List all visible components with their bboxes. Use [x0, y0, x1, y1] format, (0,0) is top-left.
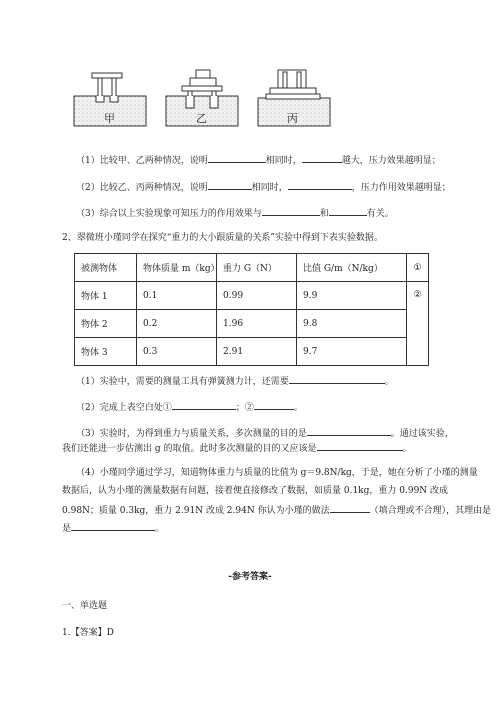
- answer-blank[interactable]: [330, 503, 370, 513]
- q2-sub-3-text-d: 。: [402, 444, 412, 454]
- q1-item-2-text-c: ，压力作用效果越明显；: [351, 183, 451, 193]
- q1-item-2-text-b: 相同时，: [251, 183, 288, 193]
- q2-sub-4-line-2: 数据后，认为小瑾的测量数据有问题，接着便直接修改了数据，如质量 0.1kg，重力 0.99N 改成: [62, 486, 449, 496]
- answers-section-heading: 一、单选题: [62, 601, 108, 611]
- table-header-row: [75, 254, 429, 282]
- answer-blank[interactable]: [329, 206, 367, 216]
- q2-sub-4-text-a: 0.98N；质量 0.3kg，重力 2.91N 改成 2.94N 你认为小瑾的做法: [62, 506, 330, 516]
- q2-sub-4-line-1: （4）小瑾同学通过学习，知道物体重力与质量的比值为 g＝9.8N/kg，于是，她在分析了小瑾的测量: [76, 468, 478, 478]
- answers-title: -参考答案-: [228, 572, 272, 582]
- table-cell: 0.1: [137, 282, 217, 310]
- q1-item-1-text-a: （1）比较甲、乙两种情况，说明: [76, 156, 208, 166]
- q2-sub-1-text-a: （1）实验中，需要的测量工具有弹簧测力计，还需要: [76, 377, 289, 387]
- q1-item-1: [76, 153, 441, 167]
- q2-sub-2-text-c: 。: [293, 403, 303, 413]
- table-header-cell: ①: [407, 254, 429, 282]
- q2-sub-3-line-2: [62, 441, 412, 455]
- answer-item-1: 1.【答案】D: [62, 628, 114, 638]
- table-cell: 9.8: [297, 310, 407, 338]
- answer-blank[interactable]: [254, 400, 294, 410]
- answer-blank[interactable]: [208, 180, 252, 190]
- figure-label-yi: 乙: [196, 112, 207, 125]
- q1-item-3-text-a: （3）综合以上实验现象可知压力的作用效果与: [76, 209, 262, 219]
- answer-blank[interactable]: [208, 153, 266, 163]
- answer-blank[interactable]: [71, 521, 155, 531]
- q1-item-2-text-a: （2）比较乙、丙两种情况，说明: [76, 183, 208, 193]
- q2-sub-3-text-c: 我们还能进一步估测出 g 的取值。此时多次测量的目的又应该是: [62, 444, 317, 454]
- q1-item-3: [76, 206, 394, 220]
- q1-item-1-text-b: 相同时，: [265, 156, 302, 166]
- q2-sub-4-text-c: 是: [62, 524, 72, 534]
- q2-sub-4-text-d: 。: [155, 524, 165, 534]
- table-row: [75, 310, 429, 338]
- answer-blank[interactable]: [317, 441, 403, 451]
- q2-intro: 2、翠微班小瑾同学在探究“重力的大小跟质量的关系”实验中得到下表实验数据。: [62, 233, 383, 243]
- q2-sub-3-text-a: （3）实验时，为得到重力与质量关系，多次测量的目的是: [76, 429, 307, 439]
- answer-blank[interactable]: [289, 374, 385, 384]
- table-cell: 0.99: [217, 282, 297, 310]
- q2-sub-4-line-4: [62, 521, 164, 535]
- table-cell: 9.9: [297, 282, 407, 310]
- table-cell: 0.2: [137, 310, 217, 338]
- table-cell: 2.91: [217, 338, 297, 366]
- q2-sub-2-text-a: （2）完成上表空白处①: [76, 403, 172, 413]
- table-row: [75, 338, 429, 366]
- table-cell: 9.7: [297, 338, 407, 366]
- q1-item-3-text-b: 和: [319, 209, 329, 219]
- q2-sub-2-text-b: ；②: [235, 403, 254, 413]
- q2-sub-2: [76, 400, 303, 414]
- q2-sub-3-text-b: 。通过该实验，: [390, 429, 454, 439]
- table-row: [75, 282, 429, 310]
- q2-sub-4-line-3: [62, 503, 491, 517]
- table-cell: 物体 3: [75, 338, 137, 366]
- q2-sub-3-line-1: [76, 426, 454, 440]
- table-side-mark: ②: [407, 282, 429, 366]
- table-cell: 0.3: [137, 338, 217, 366]
- figure-label-jia: 甲: [104, 112, 115, 125]
- table-header-cell: 物体质量 m（kg）: [137, 254, 217, 282]
- answer-blank[interactable]: [262, 206, 320, 216]
- q2-sub-4-text-b: （填合理或不合理），其理由是: [369, 506, 492, 516]
- q1-item-1-text-c: 越大，压力效果越明显；: [341, 156, 441, 166]
- table-cell: 物体 2: [75, 310, 137, 338]
- answer-blank[interactable]: [288, 180, 352, 190]
- q2-sub-1: [76, 374, 394, 388]
- answer-blank[interactable]: [172, 400, 236, 410]
- answer-blank[interactable]: [302, 153, 342, 163]
- table-cell: 1.96: [217, 310, 297, 338]
- answer-blank[interactable]: [307, 426, 391, 436]
- table-header-cell: 重力 G（N）: [217, 254, 297, 282]
- q1-item-2: [76, 180, 451, 194]
- figure-label-bing: 丙: [287, 112, 298, 125]
- q1-item-3-text-c: 有关。: [366, 209, 394, 219]
- data-table: [74, 253, 429, 366]
- table-header-cell: 被测物体: [75, 254, 137, 282]
- q2-sub-1-text-b: 。: [384, 377, 394, 387]
- table-header-cell: 比值 G/m（N/kg）: [297, 254, 407, 282]
- table-cell: 物体 1: [75, 282, 137, 310]
